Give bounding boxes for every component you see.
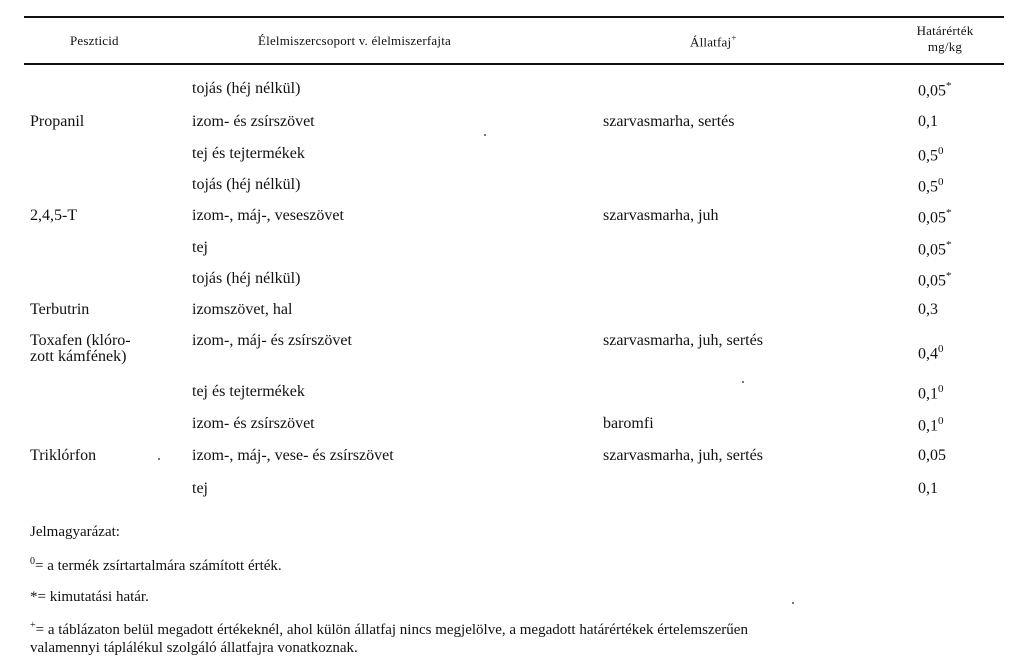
legend-title: Jelmagyarázat: [30,524,120,540]
limit-value: 0,05 [918,82,946,100]
animal-cell: szarvasmarha, sertés [603,113,735,130]
header-pesticide: Peszticid [70,33,119,48]
food-cell: izomszövet, hal [192,301,293,318]
scan-speck [484,134,486,136]
limit-value: 0,1 [918,385,938,403]
pesticide-cell: Terbutrin [30,301,90,318]
limit-value: 0,05 [918,241,946,259]
limit-cell [918,343,944,363]
food-cell: izom- és zsírszövet [192,415,315,432]
limit-value: 0,4 [918,345,938,363]
limit-mark: * [946,270,952,282]
limit-cell [918,80,952,100]
header-animal-label: Állatfaj [690,34,732,50]
limit-mark: 0 [938,383,944,395]
header-animal-mark: + [731,33,737,43]
limit-cell [918,301,938,319]
limit-value: 0,5 [918,178,938,196]
pesticide-cell: 2,4,5-T [30,207,78,224]
limit-value: 0,05 [918,447,946,464]
legend-item-detection-limit: *= kimutatási határ. [30,589,149,605]
table-header-rule [24,63,1004,65]
limit-cell [918,415,944,435]
legend-item-animal-mark: + [30,620,36,631]
food-cell: tej és tejtermékek [192,145,305,162]
food-cell: tojás (héj nélkül) [192,270,301,287]
limit-value: 0,1 [918,480,938,497]
limit-cell [918,447,946,465]
pesticide-cell: Propanil [30,113,85,130]
limit-cell [918,239,952,259]
legend-item-animal-note [30,620,748,639]
food-cell: izom- és zsírszövet [192,113,315,130]
animal-cell: szarvasmarha, juh, sertés [603,447,763,464]
food-cell: tej [192,239,208,256]
limit-cell [918,207,952,227]
limit-mark: 0 [938,145,944,157]
limit-cell [918,176,944,196]
limit-cell [918,270,952,290]
food-cell: tej [192,480,208,497]
header-limit-line2: mg/kg [927,39,963,54]
food-cell: izom-, máj-, vese- és zsírszövet [192,447,394,464]
legend-item-fat-mark: 0 [30,556,35,567]
limit-value: 0,5 [918,147,938,165]
legend-item-animal-note-cont: valamennyi táplálékul szolgáló állatfajra vonatkoznak. [30,640,358,656]
table-top-rule [24,16,1004,18]
scan-speck [792,602,794,604]
limit-cell [918,113,938,131]
scan-speck [158,458,160,460]
food-cell: tej és tejtermékek [192,383,305,400]
limit-mark: * [946,80,952,92]
animal-cell: szarvasmarha, juh, sertés [603,332,763,349]
food-cell: tojás (héj nélkül) [192,176,301,193]
header-animal [690,33,737,50]
header-limit [900,23,990,55]
food-cell: tojás (héj nélkül) [192,80,301,97]
legend-item-animal-text: = a táblázaton belül megadott értékeknél, ahol külön állatfaj nincs megjelölve, a megadott határértékek értelemszerűen [35,622,748,638]
limit-value: 0,1 [918,113,938,130]
animal-cell: szarvasmarha, juh [603,207,719,224]
limit-value: 0,05 [918,209,946,227]
header-limit-line1: Határérték [916,23,974,38]
animal-cell: baromfi [603,415,654,432]
legend-item-fat-text: = a termék zsírtartalmára számított érték. [35,558,282,574]
limit-cell [918,480,938,498]
pesticide-cell: zott kámfének) [30,348,127,365]
pesticide-cell: Triklórfon [30,447,97,464]
limit-mark: 0 [938,343,944,355]
limit-value: 0,3 [918,301,938,318]
header-food-group: Élelmiszercsoport v. élelmiszerfajta [258,33,451,48]
limit-cell [918,383,944,403]
limit-value: 0,05 [918,272,946,290]
scan-speck [742,381,744,383]
limit-value: 0,1 [918,417,938,435]
legend-item-fat-content [30,556,282,575]
food-cell: izom-, máj- és zsírszövet [192,332,352,349]
limit-mark: 0 [938,176,944,188]
limit-mark: * [946,207,952,219]
limit-mark: 0 [938,415,944,427]
food-cell: izom-, máj-, veseszövet [192,207,344,224]
pesticide-cell: Toxafen (klóro- [30,332,131,349]
limit-mark: * [946,239,952,251]
limit-cell [918,145,944,165]
